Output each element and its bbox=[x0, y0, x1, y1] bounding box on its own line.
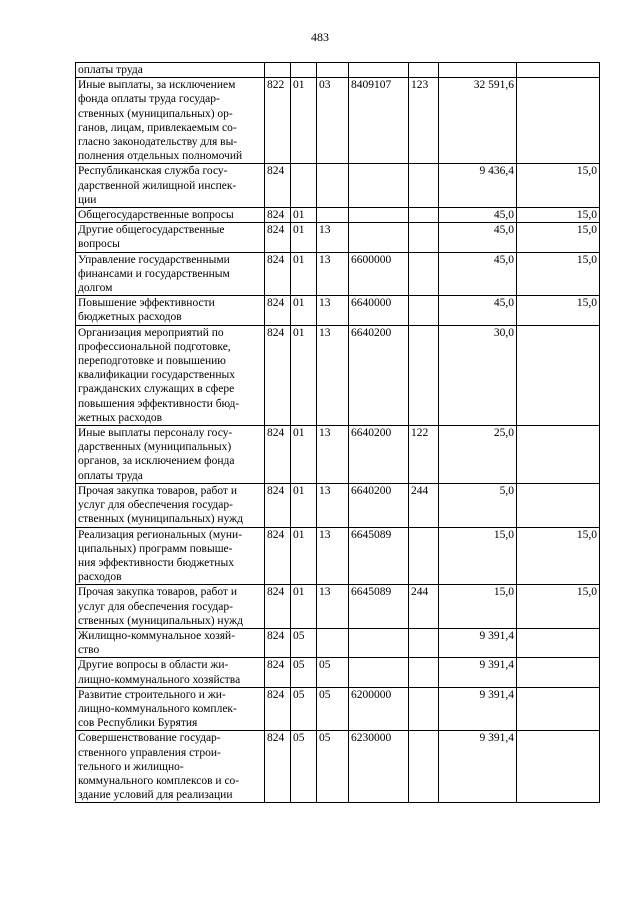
row-name-cell: Общегосударственные вопросы bbox=[76, 208, 265, 223]
table-row bbox=[76, 628, 600, 657]
section-code-cell: 01 bbox=[291, 426, 317, 484]
section-code-cell: 01 bbox=[291, 223, 317, 252]
section-code-cell: 01 bbox=[291, 208, 317, 223]
row-name-cell: Совершенствование государ- ственного управления строи- тельного и жилищно- коммунального комплексов и со- здание условий для реализации bbox=[76, 731, 265, 803]
ministry-code-cell: 824 bbox=[265, 426, 291, 484]
row-name-cell: Другие вопросы в области жи- лищно-коммунального хозяйства bbox=[76, 658, 265, 687]
expense-type-cell bbox=[409, 658, 439, 687]
target-article-cell bbox=[349, 164, 409, 208]
amount-cell bbox=[439, 63, 517, 78]
target-article-cell bbox=[349, 658, 409, 687]
row-name-cell: Прочая закупка товаров, работ и услуг для обеспечения государ- ственных (муниципальных) нужд bbox=[76, 483, 265, 527]
ministry-code-cell: 824 bbox=[265, 252, 291, 296]
ministry-code-cell: 822 bbox=[265, 78, 291, 164]
table-row bbox=[76, 252, 600, 296]
subsection-code-cell: 05 bbox=[317, 658, 349, 687]
subsection-code-cell: 05 bbox=[317, 731, 349, 803]
budget-table bbox=[75, 62, 600, 803]
expense-type-cell bbox=[409, 731, 439, 803]
table-row bbox=[76, 426, 600, 484]
page-number: 483 bbox=[311, 30, 329, 44]
table-row bbox=[76, 78, 600, 164]
amount-cell: 15,0 bbox=[439, 527, 517, 585]
amount-cell: 9 391,4 bbox=[439, 687, 517, 731]
subsection-code-cell: 13 bbox=[317, 426, 349, 484]
subsection-code-cell bbox=[317, 63, 349, 78]
target-article-cell bbox=[349, 223, 409, 252]
section-code-cell: 01 bbox=[291, 325, 317, 425]
subsection-code-cell: 13 bbox=[317, 325, 349, 425]
target-article-cell bbox=[349, 63, 409, 78]
ministry-code-cell: 824 bbox=[265, 325, 291, 425]
expense-type-cell: 244 bbox=[409, 483, 439, 527]
row-name-cell: Жилищно-коммунальное хозяй- ство bbox=[76, 628, 265, 657]
table-row bbox=[76, 585, 600, 629]
ministry-code-cell: 824 bbox=[265, 208, 291, 223]
row-name-cell: оплаты труда bbox=[76, 63, 265, 78]
ministry-code-cell: 824 bbox=[265, 687, 291, 731]
table-row bbox=[76, 527, 600, 585]
expense-type-cell bbox=[409, 325, 439, 425]
amount-cell: 45,0 bbox=[439, 296, 517, 325]
subsection-code-cell: 05 bbox=[317, 687, 349, 731]
ministry-code-cell: 824 bbox=[265, 628, 291, 657]
target-article-cell bbox=[349, 208, 409, 223]
expense-type-cell bbox=[409, 164, 439, 208]
section-code-cell: 05 bbox=[291, 658, 317, 687]
expense-type-cell bbox=[409, 63, 439, 78]
target-article-cell: 6645089 bbox=[349, 527, 409, 585]
row-name-cell: Иные выплаты, за исключением фонда оплаты труда государ- ственных (муниципальных) ор- ганов, лицам, привлекаемым со- гласно законодательству для вы- полнения отдельных полномочий bbox=[76, 78, 265, 164]
amount-federal-cell bbox=[517, 63, 600, 78]
ministry-code-cell: 824 bbox=[265, 731, 291, 803]
target-article-cell bbox=[349, 628, 409, 657]
row-name-cell: Реализация региональных (муни- ципальных) программ повыше- ния эффективности бюджетных расходов bbox=[76, 527, 265, 585]
amount-federal-cell: 15,0 bbox=[517, 208, 600, 223]
amount-federal-cell bbox=[517, 483, 600, 527]
amount-federal-cell bbox=[517, 687, 600, 731]
amount-cell: 25,0 bbox=[439, 426, 517, 484]
subsection-code-cell: 13 bbox=[317, 252, 349, 296]
amount-federal-cell: 15,0 bbox=[517, 296, 600, 325]
target-article-cell: 6200000 bbox=[349, 687, 409, 731]
expense-type-cell bbox=[409, 527, 439, 585]
amount-federal-cell bbox=[517, 658, 600, 687]
row-name-cell: Иные выплаты персоналу госу- дарственных (муниципальных) органов, за исключением фонда оплаты труда bbox=[76, 426, 265, 484]
expense-type-cell bbox=[409, 628, 439, 657]
amount-cell: 5,0 bbox=[439, 483, 517, 527]
subsection-code-cell: 13 bbox=[317, 296, 349, 325]
amount-federal-cell: 15,0 bbox=[517, 164, 600, 208]
row-name-cell: Развитие строительного и жи- лищно-коммунального комплек- сов Республики Бурятия bbox=[76, 687, 265, 731]
row-name-cell: Повышение эффективности бюджетных расходов bbox=[76, 296, 265, 325]
table-row bbox=[76, 731, 600, 803]
target-article-cell: 6600000 bbox=[349, 252, 409, 296]
amount-cell: 45,0 bbox=[439, 223, 517, 252]
row-name-cell: Прочая закупка товаров, работ и услуг для обеспечения государ- ственных (муниципальных) нужд bbox=[76, 585, 265, 629]
expense-type-cell bbox=[409, 296, 439, 325]
target-article-cell: 6230000 bbox=[349, 731, 409, 803]
amount-cell: 45,0 bbox=[439, 208, 517, 223]
amount-cell: 32 591,6 bbox=[439, 78, 517, 164]
subsection-code-cell bbox=[317, 164, 349, 208]
table-row bbox=[76, 223, 600, 252]
amount-cell: 9 391,4 bbox=[439, 628, 517, 657]
table-row bbox=[76, 296, 600, 325]
target-article-cell: 6640200 bbox=[349, 325, 409, 425]
table-row bbox=[76, 687, 600, 731]
target-article-cell: 6645089 bbox=[349, 585, 409, 629]
section-code-cell: 01 bbox=[291, 527, 317, 585]
section-code-cell: 01 bbox=[291, 585, 317, 629]
expense-type-cell: 122 bbox=[409, 426, 439, 484]
amount-cell: 9 391,4 bbox=[439, 731, 517, 803]
table-row bbox=[76, 658, 600, 687]
expense-type-cell bbox=[409, 687, 439, 731]
amount-cell: 9 391,4 bbox=[439, 658, 517, 687]
subsection-code-cell: 13 bbox=[317, 223, 349, 252]
subsection-code-cell: 13 bbox=[317, 483, 349, 527]
table-row bbox=[76, 483, 600, 527]
ministry-code-cell bbox=[265, 63, 291, 78]
target-article-cell: 6640200 bbox=[349, 426, 409, 484]
amount-federal-cell bbox=[517, 325, 600, 425]
table-row bbox=[76, 164, 600, 208]
ministry-code-cell: 824 bbox=[265, 483, 291, 527]
amount-cell: 30,0 bbox=[439, 325, 517, 425]
subsection-code-cell: 03 bbox=[317, 78, 349, 164]
target-article-cell: 6640200 bbox=[349, 483, 409, 527]
ministry-code-cell: 824 bbox=[265, 585, 291, 629]
section-code-cell: 05 bbox=[291, 628, 317, 657]
row-name-cell: Организация мероприятий по профессиональной подготовке, переподготовке и повышению квалификации государственных гражданских служащих в сфере повышения эффективности бюд- жетных расходов bbox=[76, 325, 265, 425]
row-name-cell: Другие общегосударственные вопросы bbox=[76, 223, 265, 252]
section-code-cell: 01 bbox=[291, 78, 317, 164]
section-code-cell: 01 bbox=[291, 296, 317, 325]
row-name-cell: Республиканская служба госу- дарственной жилищной инспек- ции bbox=[76, 164, 265, 208]
subsection-code-cell bbox=[317, 628, 349, 657]
expense-type-cell: 244 bbox=[409, 585, 439, 629]
row-name-cell: Управление государственными финансами и государственным долгом bbox=[76, 252, 265, 296]
ministry-code-cell: 824 bbox=[265, 296, 291, 325]
amount-cell: 45,0 bbox=[439, 252, 517, 296]
amount-federal-cell bbox=[517, 628, 600, 657]
ministry-code-cell: 824 bbox=[265, 164, 291, 208]
amount-cell: 15,0 bbox=[439, 585, 517, 629]
expense-type-cell bbox=[409, 208, 439, 223]
amount-federal-cell bbox=[517, 426, 600, 484]
subsection-code-cell: 13 bbox=[317, 527, 349, 585]
table-row bbox=[76, 325, 600, 425]
section-code-cell bbox=[291, 164, 317, 208]
subsection-code-cell bbox=[317, 208, 349, 223]
ministry-code-cell: 824 bbox=[265, 658, 291, 687]
target-article-cell: 6640000 bbox=[349, 296, 409, 325]
section-code-cell: 05 bbox=[291, 731, 317, 803]
section-code-cell bbox=[291, 63, 317, 78]
section-code-cell: 01 bbox=[291, 252, 317, 296]
subsection-code-cell: 13 bbox=[317, 585, 349, 629]
expense-type-cell bbox=[409, 223, 439, 252]
amount-federal-cell: 15,0 bbox=[517, 585, 600, 629]
target-article-cell: 8409107 bbox=[349, 78, 409, 164]
expense-type-cell bbox=[409, 252, 439, 296]
ministry-code-cell: 824 bbox=[265, 223, 291, 252]
section-code-cell: 01 bbox=[291, 483, 317, 527]
amount-cell: 9 436,4 bbox=[439, 164, 517, 208]
amount-federal-cell: 15,0 bbox=[517, 527, 600, 585]
ministry-code-cell: 824 bbox=[265, 527, 291, 585]
amount-federal-cell: 15,0 bbox=[517, 252, 600, 296]
amount-federal-cell bbox=[517, 78, 600, 164]
section-code-cell: 05 bbox=[291, 687, 317, 731]
amount-federal-cell: 15,0 bbox=[517, 223, 600, 252]
table-row bbox=[76, 208, 600, 223]
table-row bbox=[76, 63, 600, 78]
expense-type-cell: 123 bbox=[409, 78, 439, 164]
amount-federal-cell bbox=[517, 731, 600, 803]
table-body bbox=[76, 63, 600, 803]
